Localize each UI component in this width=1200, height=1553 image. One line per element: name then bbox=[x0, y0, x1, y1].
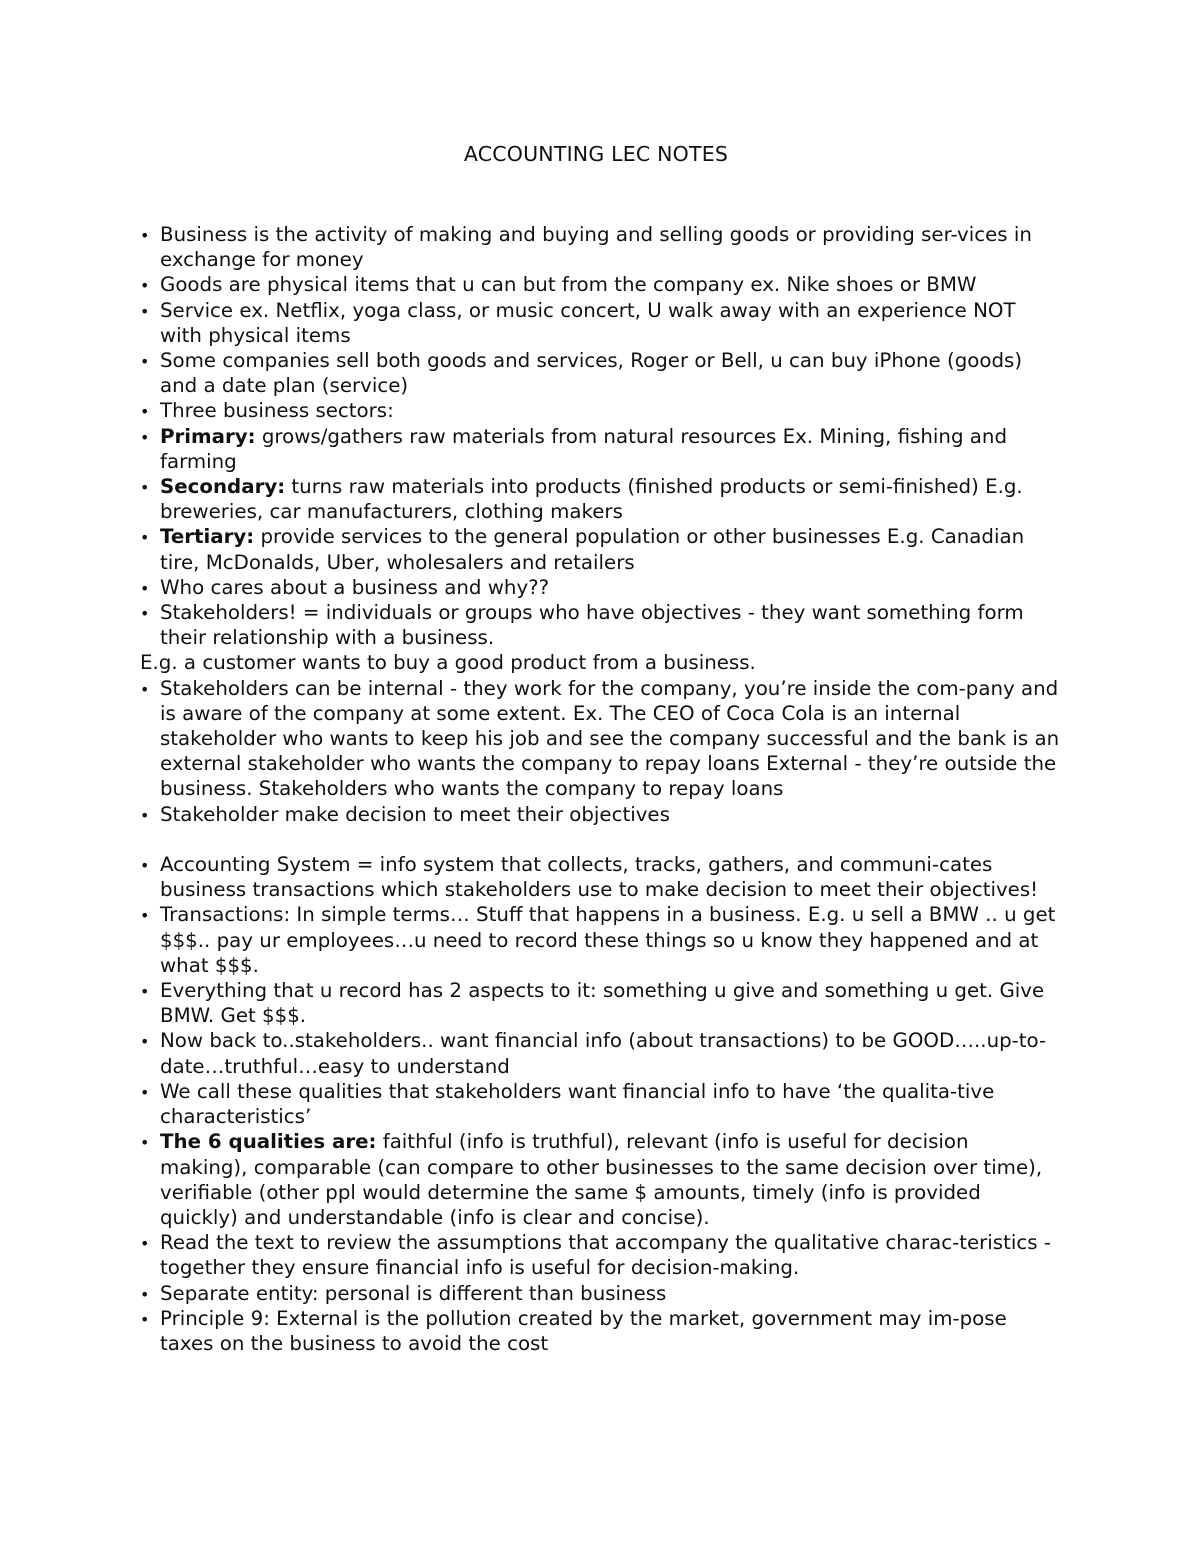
bullet-item bbox=[140, 1028, 1060, 1078]
notes-list bbox=[140, 222, 1060, 1356]
bullet-item bbox=[140, 348, 1060, 398]
bullet-text: grows/gathers raw materials from natural resources Ex. Mining, fishing and farming bbox=[160, 424, 1008, 473]
bullet-item bbox=[140, 1281, 1060, 1306]
bullet-text: Three business sectors: bbox=[160, 399, 394, 423]
bullet-icon bbox=[140, 298, 160, 324]
bullet-icon bbox=[140, 1281, 160, 1307]
bullet-icon bbox=[140, 524, 160, 550]
note-text: E.g. a customer wants to buy a good product from a business. bbox=[140, 651, 756, 675]
bullet-item bbox=[140, 272, 1060, 297]
bullet-icon bbox=[140, 474, 160, 500]
paragraph-gap bbox=[140, 827, 1060, 852]
bullet-icon bbox=[140, 1306, 160, 1332]
bullet-item bbox=[140, 852, 1060, 902]
bullet-lead: Tertiary: bbox=[160, 525, 255, 549]
bullet-item bbox=[140, 1079, 1060, 1129]
bullet-text: Stakeholder make decision to meet their objectives bbox=[160, 802, 670, 826]
bullet-text: Some companies sell both goods and services, Roger or Bell, u can buy iPhone (goods) and a date plan (service) bbox=[160, 349, 1023, 398]
bullet-text: Separate entity: personal is different than business bbox=[160, 1281, 667, 1305]
bullet-text: Accounting System = info system that collects, tracks, gathers, and communi-cates business transactions which stakeholders use to make decision to meet their objectives! bbox=[160, 853, 1039, 902]
bullet-item bbox=[140, 902, 1060, 978]
page-title: ACCOUNTING LEC NOTES bbox=[463, 142, 729, 166]
bullet-icon bbox=[140, 272, 160, 298]
bullet-text: Everything that u record has 2 aspects to it: something u give and something u get. Give BMW. Get $$$. bbox=[160, 979, 1045, 1028]
bullet-item bbox=[140, 1230, 1060, 1280]
bullet-item bbox=[140, 1129, 1060, 1230]
bullet-icon bbox=[140, 802, 160, 828]
bullet-icon bbox=[140, 600, 160, 626]
bullet-item bbox=[140, 600, 1060, 650]
bullet-text: provide services to the general population or other businesses E.g. Canadian tire, McDonalds, Uber, wholesalers and retailers bbox=[160, 525, 1025, 574]
bullet-icon bbox=[140, 852, 160, 878]
bullet-icon bbox=[140, 575, 160, 601]
bullet-lead: The 6 qualities are: bbox=[160, 1130, 377, 1154]
bullet-text: Who cares about a business and why?? bbox=[160, 575, 550, 599]
bullet-lead: Secondary: bbox=[160, 475, 286, 499]
bullet-icon bbox=[140, 398, 160, 424]
bullet-icon bbox=[140, 1079, 160, 1105]
bullet-item bbox=[140, 398, 1060, 423]
bullet-item bbox=[140, 222, 1060, 272]
bullet-icon bbox=[140, 902, 160, 928]
bullet-text: Transactions: In simple terms… Stuff that happens in a business. E.g. u sell a BMW .. u get $$$.. pay ur employees…u need to record these things so u know they happened and at what $$$. bbox=[160, 903, 1056, 977]
bullet-item bbox=[140, 1306, 1060, 1356]
bullet-icon bbox=[140, 348, 160, 374]
bullet-text: Goods are physical items that u can but from the company ex. Nike shoes or BMW bbox=[160, 273, 977, 297]
bullet-icon bbox=[140, 978, 160, 1004]
bullet-text: Stakeholders! = individuals or groups who have objectives - they want something form their relationship with a business. bbox=[160, 601, 1024, 650]
bullet-text: We call these qualities that stakeholders want financial info to have ‘the qualita-tive characteristics’ bbox=[160, 1079, 995, 1129]
bullet-text: faithful (info is truthful), relevant (info is useful for decision making), comparable (can compare to other businesses to the same decision over time), verifiable (other ppl would determine the same $ amounts, timely (info is provided quickly) and understandable (info is clear and concise). bbox=[160, 1130, 1043, 1229]
bullet-text: Read the text to review the assumptions that accompany the qualitative charac-teristics - together they ensure financial info is useful for decision-making. bbox=[160, 1231, 1051, 1280]
bullet-item bbox=[140, 424, 1060, 474]
bullet-text: Principle 9: External is the pollution created by the market, government may im-pose taxes on the business to avoid the cost bbox=[160, 1306, 1007, 1355]
bullet-item bbox=[140, 575, 1060, 600]
bullet-text: Now back to..stakeholders.. want financial info (about transactions) to be GOOD…..up-to-date…truthful…easy to understand bbox=[160, 1029, 1047, 1078]
bullet-text: Stakeholders can be internal - they work for the company, you’re inside the com-pany and is aware of the company at some extent. Ex. The CEO of Coca Cola is an internal stakeholder who wants to keep his job and see the company successful and the bank is an external stakeholder who wants the company to repay loans External - they’re outside the business. Stakeholders who wants the company to repay loans bbox=[160, 676, 1060, 801]
bullet-item bbox=[140, 978, 1060, 1028]
bullet-lead: Primary: bbox=[160, 424, 256, 448]
bullet-item bbox=[140, 676, 1060, 802]
bullet-icon bbox=[140, 676, 160, 702]
bullet-icon bbox=[140, 1230, 160, 1256]
bullet-text: turns raw materials into products (finished products or semi-finished) E.g. breweries, car manufacturers, clothing makers bbox=[160, 475, 1023, 524]
bullet-icon bbox=[140, 1028, 160, 1054]
bullet-item bbox=[140, 474, 1060, 524]
bullet-text: Service ex. Netflix, yoga class, or music concert, U walk away with an experience NOT with physical items bbox=[160, 298, 1016, 347]
bullet-item bbox=[140, 524, 1060, 574]
bullet-icon bbox=[140, 222, 160, 248]
note-line bbox=[140, 650, 1060, 675]
bullet-item bbox=[140, 298, 1060, 348]
bullet-icon bbox=[140, 424, 160, 450]
bullet-text: Business is the activity of making and buying and selling goods or providing ser-vices in exchange for money bbox=[160, 223, 1032, 272]
bullet-icon bbox=[140, 1129, 160, 1155]
bullet-item bbox=[140, 802, 1060, 827]
